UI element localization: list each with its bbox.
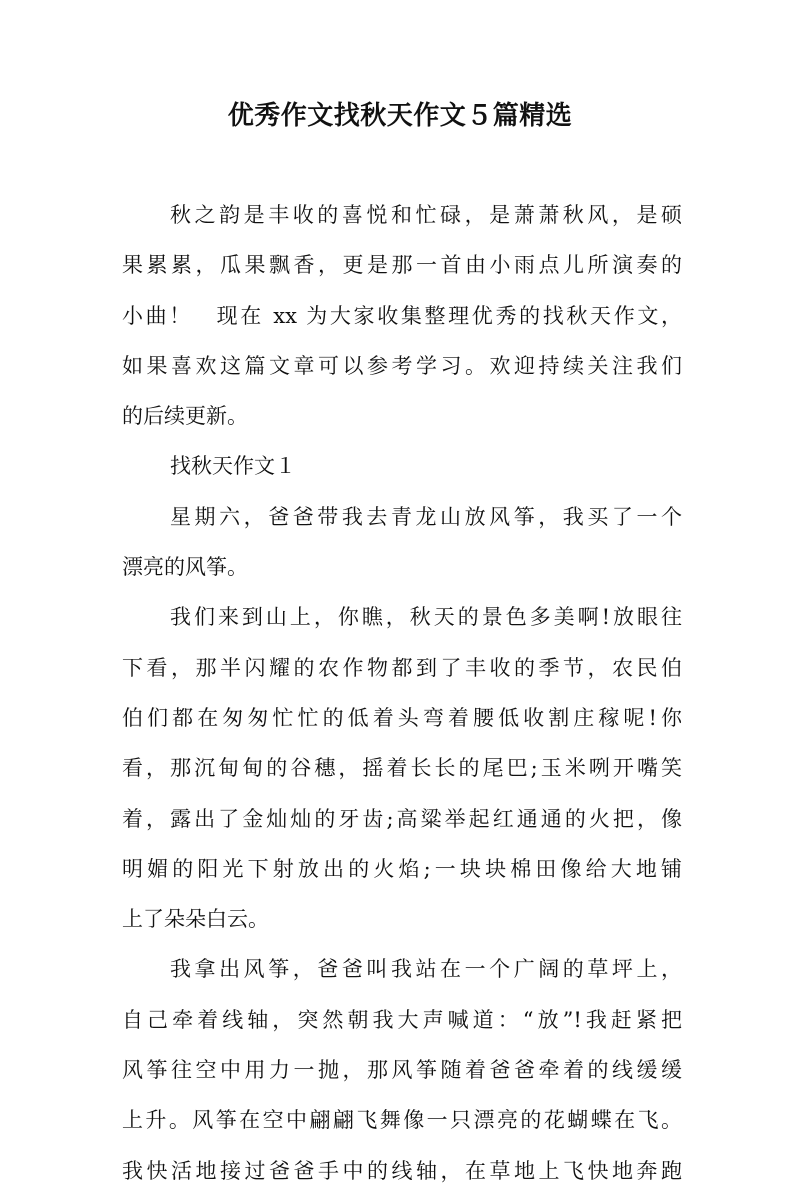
text-line: 的后续更新。 bbox=[122, 404, 248, 429]
document-title: 优秀作文找秋天作文５篇精选 bbox=[227, 101, 573, 131]
text-line: 上升。风筝在空中翩翩飞舞像一只漂亮的花蝴蝶在飞。 bbox=[122, 1108, 682, 1133]
text-line: 看，那沉甸甸的谷穗，摇着长长的尾巴;玉米咧开嘴笑 bbox=[122, 756, 682, 781]
text-line: 我们来到山上，你瞧，秋天的景色多美啊!放眼往 bbox=[170, 605, 682, 630]
text-line: 小曲！ 现在 xx 为大家收集整理优秀的找秋天作文， bbox=[122, 303, 682, 328]
text-line: 自己牵着线轴，突然朝我大声喊道：“放”!我赶紧把 bbox=[122, 1007, 682, 1032]
text-line: 明媚的阳光下射放出的火焰;一块块棉田像给大地铺 bbox=[122, 856, 682, 881]
text-line: 我拿出风筝，爸爸叫我站在一个广阔的草坪上， bbox=[170, 957, 682, 982]
text-line: 找秋天作文１ bbox=[170, 454, 296, 479]
text-line: 下看，那半闪耀的农作物都到了丰收的季节，农民伯 bbox=[122, 655, 682, 680]
text-line: 我快活地接过爸爸手中的线轴，在草地上飞快地奔跑 bbox=[122, 1158, 682, 1183]
text-line: 漂亮的风筝。 bbox=[122, 555, 248, 580]
text-line: 风筝往空中用力一抛，那风筝随着爸爸牵着的线缓缓 bbox=[122, 1058, 682, 1083]
text-line: 星期六，爸爸带我去青龙山放风筝，我买了一个 bbox=[170, 504, 682, 529]
document-body bbox=[122, 190, 682, 1196]
text-line: 着，露出了金灿灿的牙齿;高粱举起红通通的火把，像 bbox=[122, 806, 682, 831]
text-line: 果累累，瓜果飘香，更是那一首由小雨点儿所演奏的 bbox=[122, 253, 682, 278]
text-line: 上了朵朵白云。 bbox=[122, 907, 269, 932]
text-line: 秋之韵是丰收的喜悦和忙碌，是萧萧秋风，是硕 bbox=[170, 203, 682, 227]
text-line: 如果喜欢这篇文章可以参考学习。欢迎持续关注我们 bbox=[122, 353, 682, 378]
text-line: 伯们都在匆匆忙忙的低着头弯着腰低收割庄稼呢!你 bbox=[122, 705, 682, 730]
